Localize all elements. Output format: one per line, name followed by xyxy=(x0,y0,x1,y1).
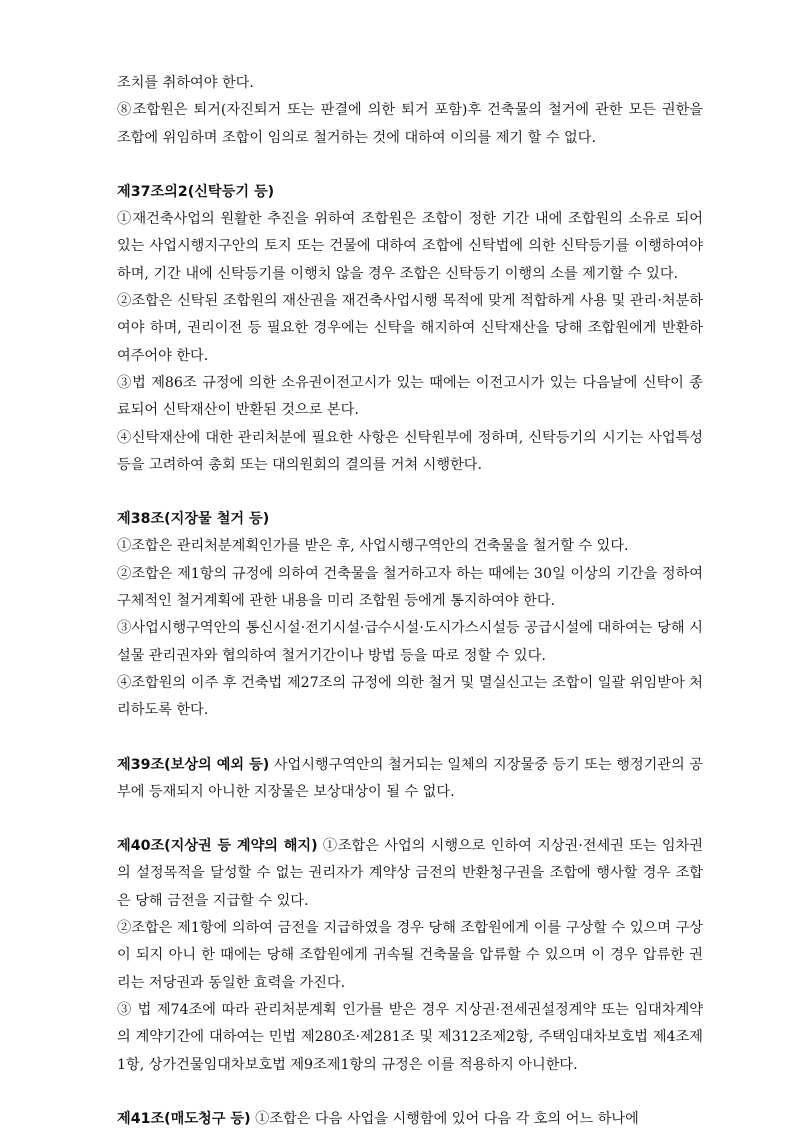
spacer xyxy=(117,725,703,752)
paragraph: ②조합은 제1항에 의하여 금전을 지급하였을 경우 당해 조합원에게 이를 구상할 수 있으며 구상이 되지 아니 한 때에는 당해 조합원에게 귀속될 건축물을 압류할 수 있으며 이 경우 압류한 권리는 저당권과 동일한 효력을 가진다. xyxy=(117,920,703,991)
paragraph: ③사업시행구역안의 통신시설·전기시설·급수시설·도시가스시설등 공급시설에 대하여는 당해 시설물 관리권자와 협의하여 철거기간이나 방법 등을 따로 정할 수 있다. xyxy=(117,620,703,664)
spacer xyxy=(117,806,703,833)
article-heading-38: 제38조(지장물 철거 등) xyxy=(117,511,270,528)
article-body: ①조합은 사업의 시행으로 인하여 지상권·전세권 또는 임차권의 설정목적을 달성할 수 없는 권리자가 계약상 금전의 반환청구권을 조합에 행사할 경우 조합은 당해 금전을 지급할 수 있다. xyxy=(117,838,703,909)
article-body: 사업시행구역안의 철거되는 일체의 지장물중 등기 또는 행정기관의 공부에 등재되지 아니한 지장물은 보상대상이 될 수 없다. xyxy=(117,756,703,800)
article-40 xyxy=(117,833,703,915)
paragraph: ②조합은 신탁된 조합원의 재산권을 재건축사업시행 목적에 맞게 적합하게 사용 및 관리·처분하여야 하며, 권리이전 등 필요한 경우에는 신탁을 해지하여 신탁재산을 당해 조합원에게 반환하여주어야 한다. xyxy=(117,293,703,364)
article-41 xyxy=(117,1106,703,1133)
spacer xyxy=(117,152,703,179)
paragraph: ③법 제86조 규정에 의한 소유권이전고시가 있는 때에는 이전고시가 있는 다음날에 신탁이 종료되어 신탁재산이 반환된 것으로 본다. xyxy=(117,374,703,419)
spacer xyxy=(117,479,703,506)
paragraph: ④신탁재산에 대한 관리처분에 필요한 사항은 신탁원부에 정하며, 신탁등기의 시기는 사업특성 등을 고려하여 총회 또는 대의원회의 결의를 거쳐 시행한다. xyxy=(117,429,703,473)
article-body: ①조합은 다음 사업을 시행함에 있어 다음 각 호의 어느 하나에 xyxy=(250,1110,639,1127)
spacer xyxy=(117,1079,703,1106)
paragraph: 조치를 취하여야 한다. xyxy=(117,75,254,91)
paragraph: ⑧조합원은 퇴거(자진퇴거 또는 판결에 의한 퇴거 포함)후 건축물의 철거에 관한 모든 권한을 조합에 위임하며 조합이 임의로 철거하는 것에 대하여 이의를 제기 할 수 없다. xyxy=(117,102,703,146)
article-heading-37-2: 제37조의2(신탁등기 등) xyxy=(117,183,275,200)
paragraph: ①조합은 관리처분계획인가를 받은 후, 사업시행구역안의 건축물을 철거할 수 있다. xyxy=(117,538,629,555)
paragraph: ②조합은 제1항의 규정에 의하여 건축물을 철거하고자 하는 때에는 30일 이상의 기간을 정하여 구체적인 철거계획에 관한 내용을 미리 조합원 등에게 통지하여야 한다. xyxy=(117,565,703,610)
paragraph: ①재건축사업의 원활한 추진을 위하여 조합원은 조합이 정한 기간 내에 조합원의 소유로 되어 있는 사업시행지구안의 토지 또는 건물에 대하여 조합에 신탁법에 의한 신탁등기를 이행하여야 하며, 기간 내에 신탁등기를 이행치 않을 경우 조합은 신탁등기 이행의 소를 제기할 수 있다. xyxy=(117,211,703,282)
article-heading-40: 제40조(지상권 등 계약의 해지) xyxy=(117,838,318,855)
paragraph: ④조합원의 이주 후 건축법 제27조의 규정에 의한 철거 및 멸실신고는 조합이 일괄 위임받아 처리하도록 한다. xyxy=(117,674,703,719)
document-page xyxy=(117,70,703,1133)
article-39 xyxy=(117,752,703,807)
article-heading-41: 제41조(매도청구 등) xyxy=(117,1110,251,1127)
article-heading-39: 제39조(보상의 예외 등) xyxy=(117,756,270,773)
paragraph: ③ 법 제74조에 따라 관리처분계획 인가를 받은 경우 지상권·전세권설정계약 또는 임대차계약의 계약기간에 대하여는 민법 제280조·제281조 및 제312조제2항, 주택임대차보호법 제4조제1항, 상가건물임대차보호법 제9조제1항의 규정은 이를 적용하지 아니한다. xyxy=(117,1001,703,1073)
